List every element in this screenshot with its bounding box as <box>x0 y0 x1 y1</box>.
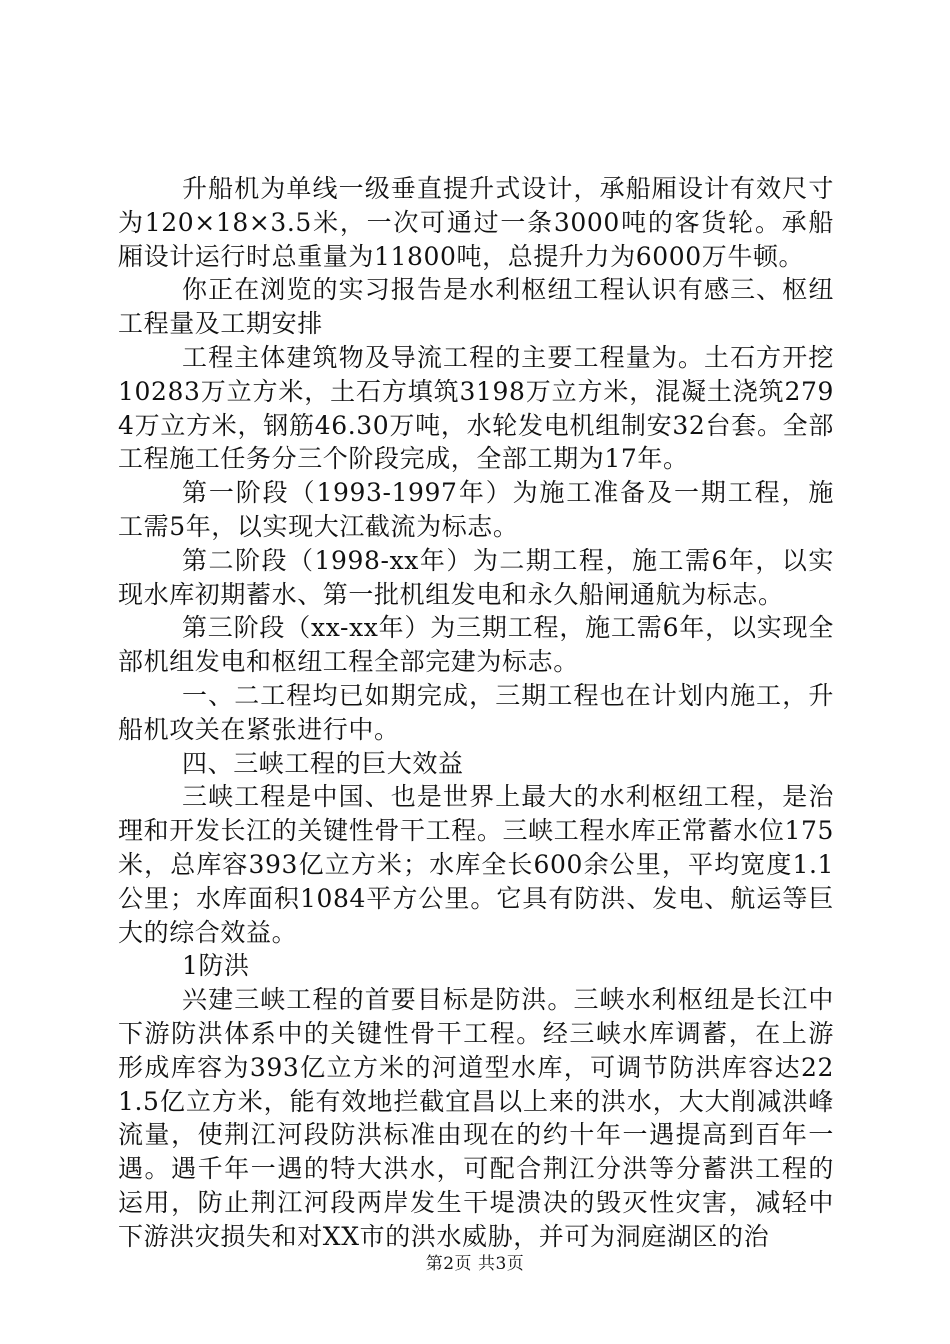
paragraph-stage-one: 第一阶段（1993-1997年）为施工准备及一期工程，施工需5年，以实现大江截流为标志。 <box>118 478 834 541</box>
document-body <box>118 172 834 1254</box>
paragraph-section-three-heading: 你正在浏览的实习报告是水利枢纽工程认识有感三、枢纽工程量及工期安排 <box>118 275 834 339</box>
paragraph-ship-lift: 升船机为单线一级垂直提升式设计，承船厢设计有效尺寸为120×18×3.5米，一次可通过一条3000吨的客货轮。承船厢设计运行时总重量为11800吨，总提升力为6000万牛顿。 <box>118 174 834 271</box>
paragraph-stage-two: 第二阶段（1998-xx年）为二期工程，施工需6年，以实现水库初期蓄水、第一批机组发电和永久船闸通航为标志。 <box>118 545 834 609</box>
paragraph-overview: 三峡工程是中国、也是世界上最大的水利枢纽工程，是治理和开发长江的关键性骨干工程。三峡工程水库正常蓄水位175米，总库容393亿立方米；水库全长600余公里，平均宽度1.1公里；水库面积1084平方公里。它具有防洪、发电、航运等巨大的综合效益。 <box>118 782 834 947</box>
paragraph-stage-three: 第三阶段（xx-xx年）为三期工程，施工需6年，以实现全部机组发电和枢纽工程全部完建为标志。 <box>118 613 834 677</box>
paragraph-progress: 一、二工程均已如期完成，三期工程也在计划内施工，升船机攻关在紧张进行中。 <box>118 680 834 744</box>
page-number-footer: 第2页 共3页 <box>425 1254 525 1274</box>
paragraph-quantities: 工程主体建筑物及导流工程的主要工程量为。土石方开挖10283万立方米，土石方填筑3198万立方米，混凝土浇筑2794万立方米，钢筋46.30万吨，水轮发电机组制安32台套。全部工程施工任务分三个阶段完成，全部工期为17年。 <box>118 342 834 474</box>
subheading-flood-control: 1防洪 <box>182 951 250 981</box>
section-heading-benefits: 四、三峡工程的巨大效益 <box>182 748 464 778</box>
paragraph-flood-control: 兴建三峡工程的首要目标是防洪。三峡水利枢纽是长江中下游防洪体系中的关键性骨干工程。经三峡水库调蓄，在上游形成库容为393亿立方米的河道型水库，可调节防洪库容达221.5亿立方米，能有效地拦截宜昌以上来的洪水，大大削减洪峰流量，使荆江河段防洪标准由现在的约十年一遇提高到百年一遇。遇千年一遇的特大洪水，可配合荆江分洪等分蓄洪工程的运用，防止荆江河段两岸发生干堤溃决的毁灭性灾害，减轻中下游洪灾损失和对XX市的洪水威胁，并可为洞庭湖区的治 <box>118 985 834 1251</box>
